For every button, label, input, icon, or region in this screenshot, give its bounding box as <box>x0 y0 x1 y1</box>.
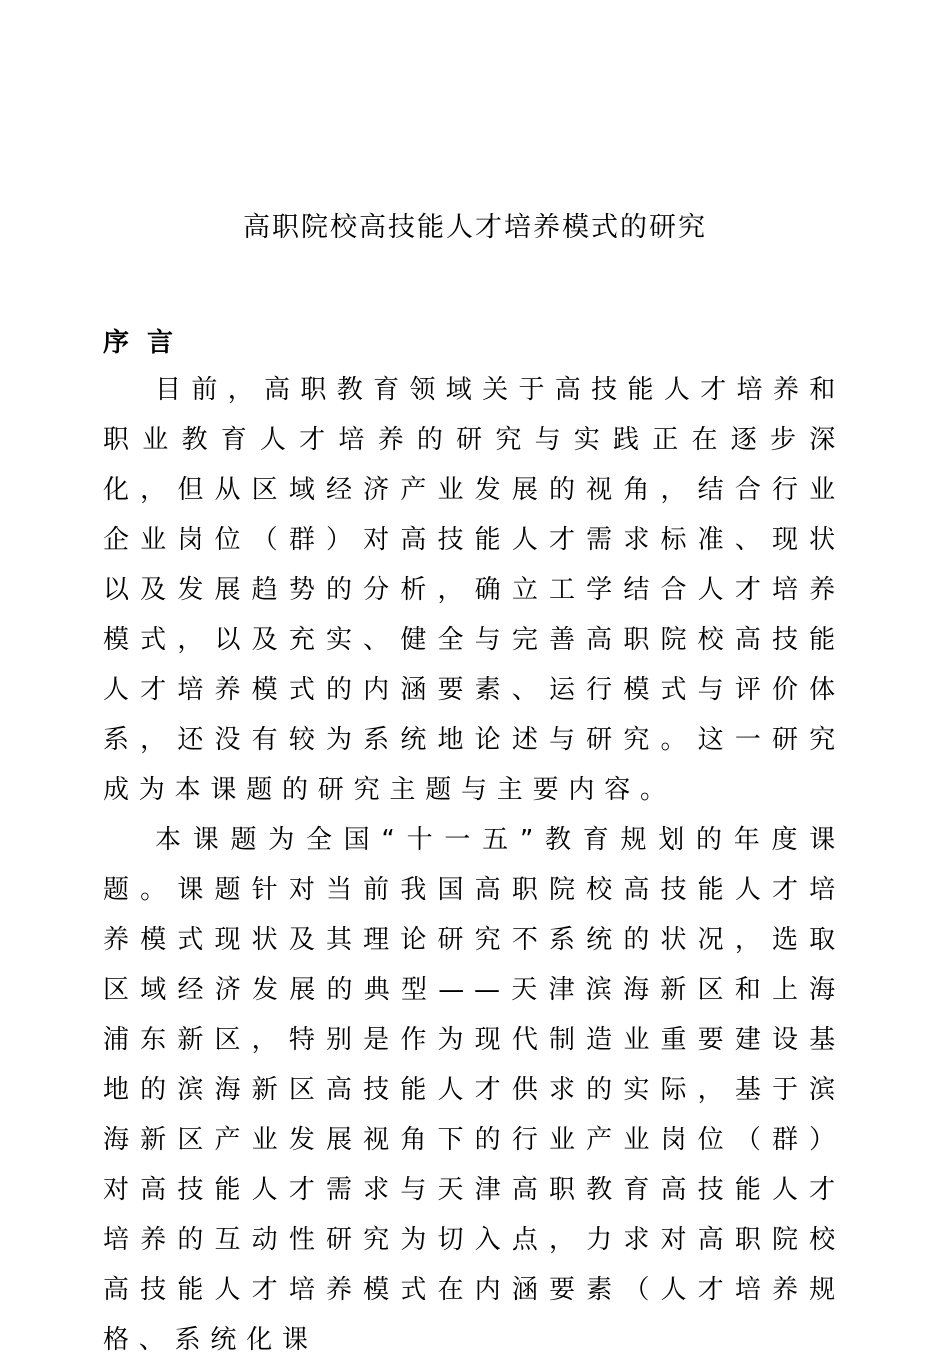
preface-body <box>103 365 845 1365</box>
preface-paragraph: 目前，高职教育领域关于高技能人才培养和职业教育人才培养的研究与实践正在逐步深化，但从区域经济产业发展的视角，结合行业企业岗位（群）对高技能人才需求标准、现状以及发展趋势的分析，确立工学结合人才培养模式，以及充实、健全与完善高职院校高技能人才培养模式的内涵要素、运行模式与评价体系，还没有较为系统地论述与研究。这一研究成为本课题的研究主题与主要内容。 <box>103 375 845 805</box>
preface-heading: 序言 <box>103 328 192 358</box>
preface-paragraph: 本课题为全国“十一五”教育规划的年度课题。课题针对当前我国高职院校高技能人才培养模式现状及其理论研究不系统的状况，选取区域经济发展的典型——天津滨海新区和上海浦东新区，特别是作为现代制造业重要建设基地的滨海新区高技能人才供求的实际，基于滨海新区产业发展视角下的行业产业岗位（群）对高技能人才需求与天津高职教育高技能人才培养的互动性研究为切入点，力求对高职院校高技能人才培养模式在内涵要素（人才培养规格、系统化课 <box>103 825 845 1355</box>
document-title: 高职院校高技能人才培养模式的研究 <box>243 212 707 243</box>
